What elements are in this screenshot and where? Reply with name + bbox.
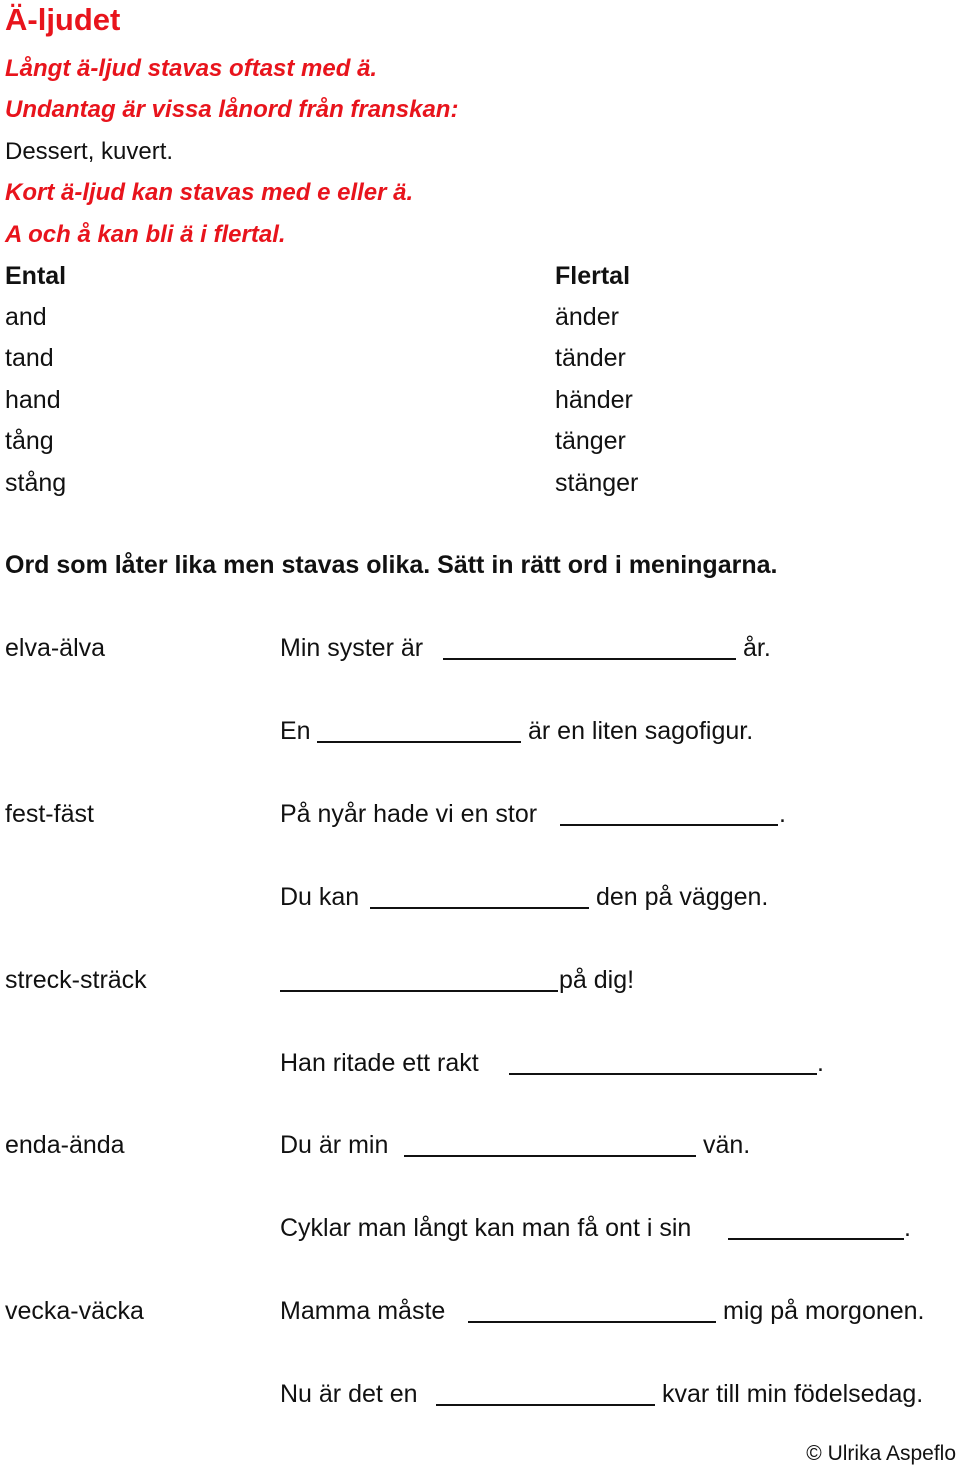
sentence-end: vän.: [703, 1131, 751, 1159]
blank-line[interactable]: [280, 990, 558, 992]
plural-word: händer: [555, 386, 633, 414]
sentence-start: På nyår hade vi en stor: [280, 800, 538, 828]
plural-word: änder: [555, 303, 619, 331]
blank-line[interactable]: [509, 1073, 817, 1075]
singular-word: and: [5, 303, 47, 331]
rule-line: Långt ä-ljud stavas oftast med ä.: [5, 55, 378, 82]
sentence-end: år.: [743, 634, 771, 662]
sentence-start: Cyklar man långt kan man få ont i sin: [280, 1214, 692, 1242]
blank-line[interactable]: [728, 1238, 904, 1240]
word-pair: streck-sträck: [5, 966, 147, 994]
copyright: © Ulrika Aspeflo: [806, 1442, 956, 1465]
sentence-start: Han ritade ett rakt: [280, 1049, 479, 1077]
plural-word: tänger: [555, 427, 626, 455]
sentence-end: .: [817, 1049, 824, 1077]
plural-word: tänder: [555, 344, 626, 372]
example-text: Dessert, kuvert.: [5, 138, 174, 165]
singular-word: tång: [5, 427, 54, 455]
blank-line[interactable]: [560, 824, 778, 826]
sentence-end: kvar till min födelsedag.: [662, 1380, 924, 1408]
sentence-start: Nu är det en: [280, 1380, 418, 1408]
sentence-end: .: [779, 800, 786, 828]
sentence-end: .: [904, 1214, 911, 1242]
sentence-end: på dig!: [559, 966, 635, 994]
singular-word: tand: [5, 344, 54, 372]
rule-line: A och å kan bli ä i flertal.: [5, 221, 286, 248]
page-title: Ä-ljudet: [5, 2, 121, 37]
blank-line[interactable]: [436, 1404, 655, 1406]
rule-line: Undantag är vissa lånord från franskan:: [5, 96, 459, 123]
sentence-end: mig på morgonen.: [723, 1297, 925, 1325]
singular-word: hand: [5, 386, 61, 414]
blank-line[interactable]: [370, 907, 589, 909]
plural-word: stänger: [555, 469, 639, 497]
word-pair: enda-ända: [5, 1131, 125, 1159]
sentence-start: Du kan: [280, 883, 360, 911]
word-pair: elva-älva: [5, 634, 106, 662]
word-pair: vecka-väcka: [5, 1297, 144, 1325]
sentence-start: Du är min: [280, 1131, 389, 1159]
blank-line[interactable]: [404, 1155, 696, 1157]
instruction: Ord som låter lika men stavas olika. Sätt in rätt ord i meningarna.: [5, 551, 778, 579]
blank-line[interactable]: [468, 1321, 716, 1323]
sentence-end: den på väggen.: [596, 883, 769, 911]
sentence-start: Mamma måste: [280, 1297, 446, 1325]
blank-line[interactable]: [317, 741, 521, 743]
rule-line: Kort ä-ljud kan stavas med e eller ä.: [5, 179, 414, 206]
table-header-singular: Ental: [5, 262, 67, 290]
sentence-start: En: [280, 717, 311, 745]
blank-line[interactable]: [443, 658, 736, 660]
sentence-start: Min syster är: [280, 634, 424, 662]
table-header-plural: Flertal: [555, 262, 631, 290]
word-pair: fest-fäst: [5, 800, 94, 828]
singular-word: stång: [5, 469, 67, 497]
sentence-end: är en liten sagofigur.: [528, 717, 754, 745]
